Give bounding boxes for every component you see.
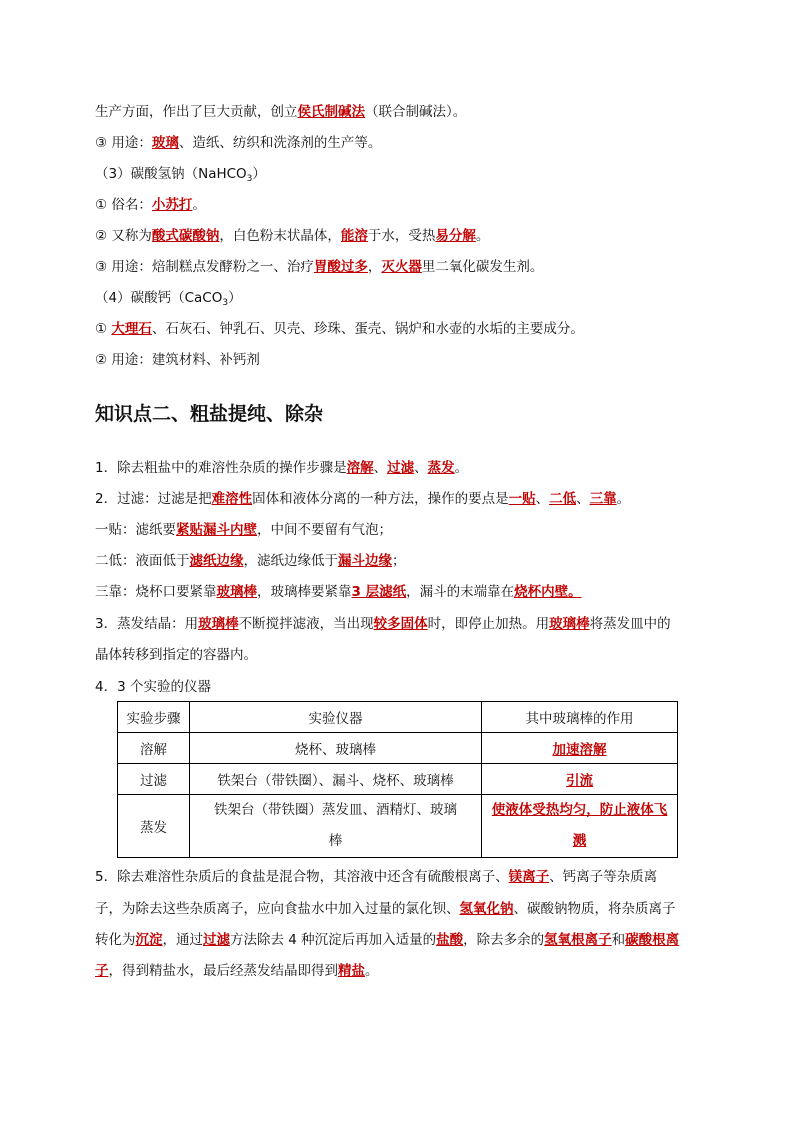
key-term: 胃酸过多 [313, 259, 368, 275]
table-cell-step: 溶解 [118, 733, 190, 764]
key-term: 一贴 [508, 491, 536, 507]
text-segment: 生产方面，作出了巨大贡献，创立 [95, 104, 298, 120]
text-segment: ③ 用途： [95, 135, 152, 151]
text-line [95, 868, 705, 886]
text-segment: 晶体转移到指定的容器内。 [95, 647, 257, 663]
key-term: 难溶性 [211, 491, 253, 507]
text-segment: ① [95, 321, 112, 337]
text-segment: 、 [373, 460, 388, 476]
key-term: 氢氧化钠 [459, 901, 514, 917]
text-segment: 一贴：滤纸要 [95, 522, 176, 538]
table-header-cell: 实验仪器 [190, 702, 482, 733]
subscript: 3 [246, 174, 253, 184]
text-line [95, 459, 705, 477]
text-segment: ① 俗名： [95, 197, 152, 213]
text-line [95, 615, 705, 633]
text-segment: ， [367, 259, 382, 275]
text-segment: 、 [414, 460, 428, 476]
text-segment: 于水，受热 [367, 228, 436, 244]
text-segment: ） [228, 290, 242, 306]
text-line [95, 962, 705, 980]
table-row [118, 795, 678, 858]
text-line [95, 103, 705, 121]
text-segment: ③ 用途：焙制糕点发酵粉之一、治疗 [95, 259, 314, 275]
text-line [95, 258, 705, 276]
text-segment: 固体和液体分离的一种方法，操作的要点是 [252, 491, 509, 507]
key-term: 玻璃 [151, 135, 179, 151]
key-term: 碳酸根离 [625, 932, 680, 948]
text-segment: 。 [365, 963, 379, 979]
text-segment: ； [392, 553, 406, 569]
key-term: 使液体受热均匀，防止液体飞 [491, 802, 668, 818]
key-term: 能溶 [340, 228, 368, 244]
text-segment: ，得到精盐水，最后经蒸发结晶即得到 [108, 963, 338, 979]
key-term: 酸式碳酸钠 [151, 228, 220, 244]
text-segment: ，白色粉末状晶体， [219, 228, 341, 244]
text-segment: 2．过滤：过滤是把 [95, 491, 212, 507]
text-segment: 、钙离子等杂质离 [549, 869, 658, 885]
key-term: 玻璃棒 [216, 584, 257, 600]
table-header-cell: 其中玻璃棒的作用 [482, 702, 678, 733]
text-line [95, 227, 705, 245]
key-term: 氢氧根离子 [544, 932, 612, 948]
text-line [95, 521, 705, 539]
table-cell-instruments: 铁架台（带铁圈）、漏斗、烧杯、玻璃棒 [190, 764, 482, 795]
text-segment: 、 [535, 491, 550, 507]
text-segment: 二低：液面低于 [95, 553, 190, 569]
table-cell-role [482, 764, 678, 795]
key-term: 烧杯内壁。 [514, 584, 582, 600]
key-term: 小苏打 [151, 197, 193, 213]
key-term: 过滤 [203, 932, 230, 948]
instruments-table [117, 701, 678, 858]
text-line [95, 320, 705, 338]
key-term: 引流 [566, 773, 593, 789]
key-term: 加速溶解 [552, 742, 607, 758]
text-segment: 。 [454, 460, 469, 476]
text-segment: ，玻璃棒要紧靠 [257, 584, 352, 600]
text-segment: （联合制碱法）。 [365, 104, 467, 120]
table-cell-instruments: 烧杯、玻璃棒 [190, 733, 482, 764]
text-segment: （3）碳酸氢钠（NaHCO [95, 166, 247, 182]
text-segment: 3．蒸发结晶：用 [95, 616, 199, 632]
text-segment: 转化为 [95, 932, 136, 948]
instruments-line: 铁架台（带铁圈）蒸发皿、酒精灯、玻璃 [214, 802, 457, 818]
table-cell-role [482, 795, 678, 858]
key-term: 精盐 [338, 963, 365, 979]
text-line [95, 351, 705, 369]
text-segment: 。 [475, 228, 490, 244]
table-cell-role [482, 733, 678, 764]
key-term: 大理石 [111, 321, 152, 337]
text-segment: ，漏斗的末端靠在 [406, 584, 515, 600]
text-segment: ，滤纸边缘低于 [243, 553, 338, 569]
text-segment: 子，为除去这些杂质离子，应向食盐水中加入过量的氯化钡、 [95, 901, 460, 917]
key-term: 沉淀 [135, 932, 163, 948]
key-term: 紧贴漏斗内壁 [176, 522, 257, 538]
table-row [118, 733, 678, 764]
text-segment: 将蒸发皿中的 [589, 616, 671, 632]
text-segment: 、造纸、纺织和洗涤剂的生产等。 [178, 135, 382, 151]
text-segment: ，除去多余的 [463, 932, 545, 948]
key-term: 溅 [572, 833, 587, 849]
key-term: 三靠 [589, 491, 617, 507]
text-segment: 三靠：烧杯口要紧靠 [95, 584, 217, 600]
text-line [95, 583, 705, 601]
text-segment: （4）碳酸钙（CaCO [95, 290, 223, 306]
table-row [118, 764, 678, 795]
key-term: 二低 [549, 491, 577, 507]
key-term: 易分解 [435, 228, 476, 244]
text-segment: 、石灰石、钟乳石、贝壳、珍珠、蛋壳、锅炉和水壶的水垢的主要成分。 [151, 321, 584, 337]
key-term: 溶解 [346, 460, 374, 476]
key-term: 玻璃棒 [198, 616, 239, 632]
key-term: 玻璃棒 [549, 616, 590, 632]
text-segment: 。 [192, 197, 206, 213]
text-line [95, 900, 705, 918]
text-line [95, 646, 705, 664]
key-term: 过滤 [387, 460, 415, 476]
key-term: 蒸发 [427, 460, 455, 476]
table-cell-step: 蒸发 [118, 795, 190, 858]
key-term: 滤纸边缘 [189, 553, 244, 569]
key-term: 镁离子 [508, 869, 550, 885]
text-segment: ② 又称为 [95, 228, 152, 244]
key-term: 漏斗边缘 [338, 553, 392, 569]
text-line [95, 196, 705, 214]
text-line [95, 678, 705, 696]
text-line [95, 931, 705, 949]
text-segment: 和 [611, 932, 626, 948]
key-term: 较多固体 [373, 616, 428, 632]
key-term: 盐酸 [436, 932, 464, 948]
key-term: 子 [95, 963, 109, 979]
table-header-cell: 实验步骤 [118, 702, 190, 733]
key-term: 灭火器 [381, 259, 422, 275]
text-segment: 、碳酸钠物质，将杂质离子 [513, 901, 676, 917]
text-line [95, 289, 705, 312]
text-line [95, 552, 705, 570]
section-heading: 知识点二、粗盐提纯、除杂 [95, 403, 324, 425]
text-line [95, 490, 705, 508]
text-segment: 、 [576, 491, 590, 507]
table-cell-instruments [190, 795, 482, 858]
subscript: 3 [222, 298, 229, 308]
text-segment: 4．3 个实验的仪器 [95, 679, 211, 695]
instruments-line: 棒 [328, 833, 343, 849]
text-segment: 。 [616, 491, 631, 507]
text-segment: 时，即停止加热。用 [427, 616, 550, 632]
text-segment: 1．除去粗盐中的难溶性杂质的操作步骤是 [95, 460, 347, 476]
text-segment: 5．除去难溶性杂质后的食盐是混合物，其溶液中还含有硫酸根离子、 [95, 869, 509, 885]
table-cell-step: 过滤 [118, 764, 190, 795]
key-term: 侯氏制碱法 [297, 104, 365, 120]
text-segment: ② 用途：建筑材料、补钙剂 [95, 352, 260, 368]
text-segment: 方法除去 4 种沉淀后再加入适量的 [230, 932, 437, 948]
text-line [95, 165, 705, 188]
table-header-row [118, 702, 678, 733]
text-segment: 里二氧化碳发生剂。 [421, 259, 544, 275]
text-segment: ） [252, 166, 266, 182]
key-term: 3 层滤纸 [351, 584, 407, 600]
text-segment: ，通过 [162, 932, 203, 948]
text-segment: 不断搅拌滤液，当出现 [238, 616, 374, 632]
text-segment: ，中间不要留有气泡； [257, 522, 392, 538]
text-line [95, 134, 705, 152]
